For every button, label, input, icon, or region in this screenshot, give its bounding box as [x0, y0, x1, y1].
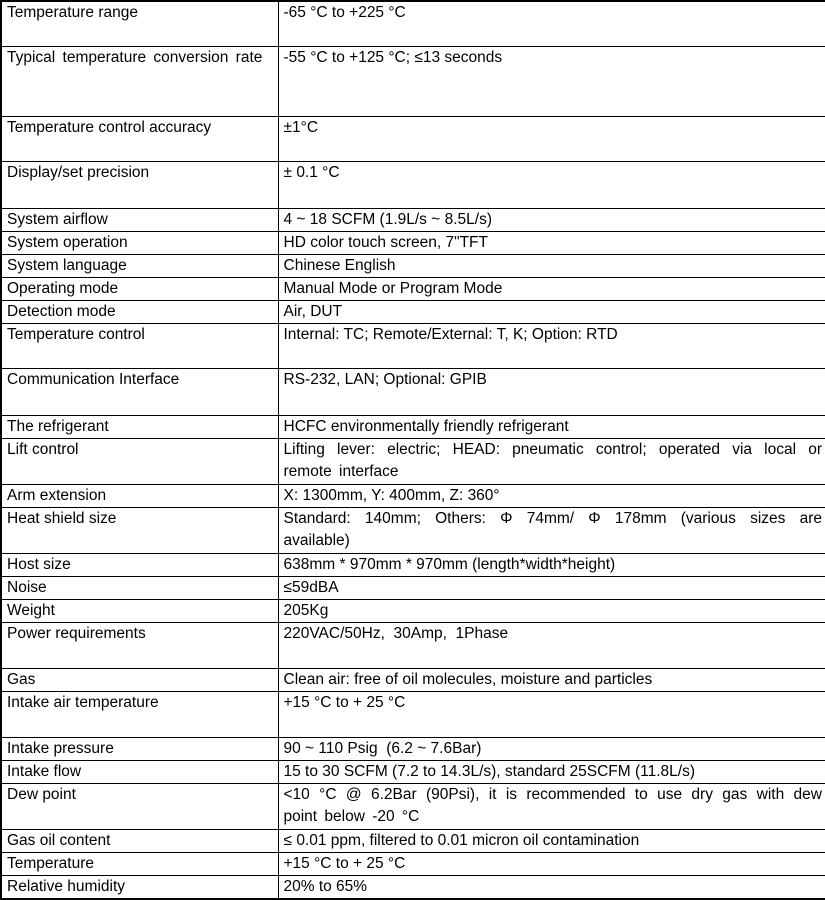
table-row: [1, 668, 825, 691]
table-row: [1, 300, 825, 323]
spec-label: Gas oil content: [1, 829, 278, 852]
spec-label: Relative humidity: [1, 875, 278, 899]
spec-label: Detection mode: [1, 300, 278, 323]
spec-label: Power requirements: [1, 622, 278, 668]
spec-value: ≤59dBA: [278, 576, 825, 599]
spec-label: Intake flow: [1, 760, 278, 783]
spec-value: Internal: TC; Remote/External: T, K; Option: RTD: [278, 323, 825, 368]
spec-value: -55 °C to +125 °C; ≤13 seconds: [278, 46, 825, 116]
spec-value: HD color touch screen, 7"TFT: [278, 231, 825, 254]
table-row: [1, 852, 825, 875]
spec-label: Temperature control: [1, 323, 278, 368]
spec-label: Weight: [1, 599, 278, 622]
spec-label: Display/set precision: [1, 161, 278, 208]
spec-label: Communication Interface: [1, 368, 278, 415]
spec-value: -65 °C to +225 °C: [278, 1, 825, 46]
spec-label: Intake pressure: [1, 737, 278, 760]
table-row: [1, 484, 825, 507]
table-row: [1, 254, 825, 277]
table-row: [1, 116, 825, 161]
table-row: [1, 875, 825, 899]
spec-label: System language: [1, 254, 278, 277]
spec-label: Dew point: [1, 783, 278, 829]
table-row: [1, 323, 825, 368]
spec-value: 4 ~ 18 SCFM (1.9L/s ~ 8.5L/s): [278, 208, 825, 231]
table-row: [1, 553, 825, 576]
spec-label: Gas: [1, 668, 278, 691]
table-row: [1, 599, 825, 622]
spec-label: Noise: [1, 576, 278, 599]
spec-value: 638mm * 970mm * 970mm (length*width*height): [278, 553, 825, 576]
spec-value: +15 °C to + 25 °C: [278, 691, 825, 737]
spec-label: System operation: [1, 231, 278, 254]
spec-label: Temperature range: [1, 1, 278, 46]
spec-label: Typical temperature conversion rate: [1, 46, 278, 116]
spec-value: 20% to 65%: [278, 875, 825, 899]
table-row: [1, 760, 825, 783]
spec-value: 220VAC/50Hz, 30Amp, 1Phase: [278, 622, 825, 668]
table-row: [1, 576, 825, 599]
spec-value: HCFC environmentally friendly refrigerant: [278, 415, 825, 438]
spec-label: System airflow: [1, 208, 278, 231]
spec-value: +15 °C to + 25 °C: [278, 852, 825, 875]
table-row: [1, 415, 825, 438]
spec-value: 205Kg: [278, 599, 825, 622]
spec-value: RS-232, LAN; Optional: GPIB: [278, 368, 825, 415]
spec-label: Arm extension: [1, 484, 278, 507]
spec-label: Operating mode: [1, 277, 278, 300]
table-row: [1, 783, 825, 829]
spec-value: <10 °C @ 6.2Bar (90Psi), it is recommended to use dry gas with dew point below -20 °C: [278, 783, 825, 829]
table-row: [1, 231, 825, 254]
spec-label: The refrigerant: [1, 415, 278, 438]
table-row: [1, 208, 825, 231]
spec-value: ±1°C: [278, 116, 825, 161]
table-row: [1, 1, 825, 46]
table-row: [1, 161, 825, 208]
spec-value: Air, DUT: [278, 300, 825, 323]
spec-label: Temperature: [1, 852, 278, 875]
spec-value: ≤ 0.01 ppm, filtered to 0.01 micron oil contamination: [278, 829, 825, 852]
spec-label: Intake air temperature: [1, 691, 278, 737]
table-row: [1, 691, 825, 737]
spec-value: Manual Mode or Program Mode: [278, 277, 825, 300]
table-row: [1, 438, 825, 484]
spec-value: 90 ~ 110 Psig (6.2 ~ 7.6Bar): [278, 737, 825, 760]
table-row: [1, 737, 825, 760]
spec-label: Host size: [1, 553, 278, 576]
spec-value: ± 0.1 °C: [278, 161, 825, 208]
spec-value: Chinese English: [278, 254, 825, 277]
table-row: [1, 46, 825, 116]
spec-value: X: 1300mm, Y: 400mm, Z: 360°: [278, 484, 825, 507]
spec-label: Temperature control accuracy: [1, 116, 278, 161]
spec-value: Standard: 140mm; Others: Φ 74mm/ Φ 178mm (various sizes are available): [278, 507, 825, 553]
table-row: [1, 368, 825, 415]
table-row: [1, 507, 825, 553]
spec-value: Clean air: free of oil molecules, moisture and particles: [278, 668, 825, 691]
table-row: [1, 277, 825, 300]
spec-label: Lift control: [1, 438, 278, 484]
spec-label: Heat shield size: [1, 507, 278, 553]
spec-value: 15 to 30 SCFM (7.2 to 14.3L/s), standard 25SCFM (11.8L/s): [278, 760, 825, 783]
table-row: [1, 622, 825, 668]
spec-value: Lifting lever: electric; HEAD: pneumatic control; operated via local or remote interface: [278, 438, 825, 484]
table-row: [1, 829, 825, 852]
